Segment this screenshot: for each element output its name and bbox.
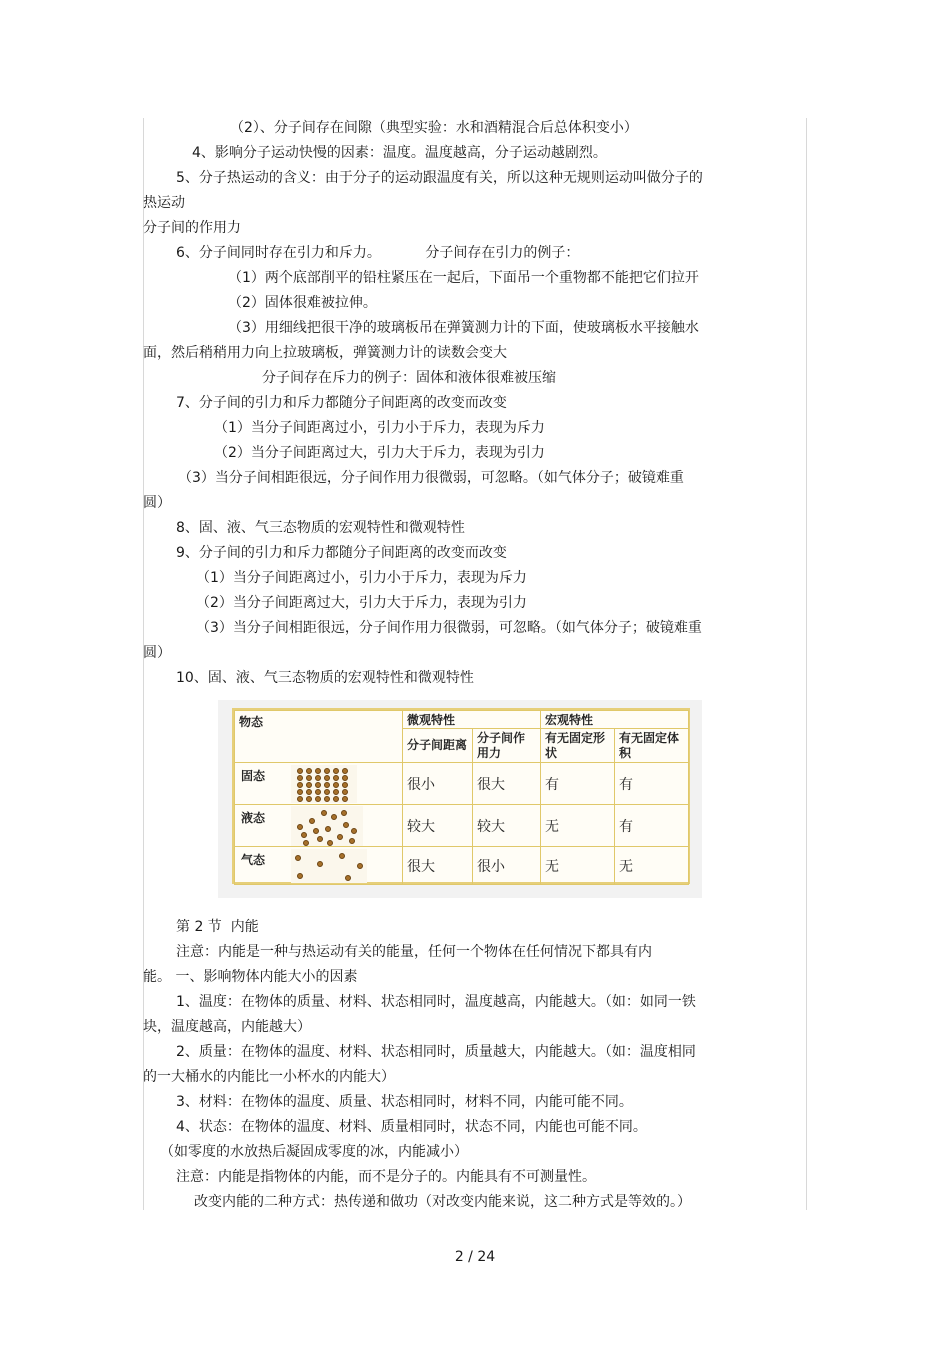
molecule-dot (297, 775, 303, 781)
solid-molecules-illustration (291, 765, 357, 803)
text-line: （2）、分子间存在间隙（典型实验：水和酒精混合后总体积变小） (230, 120, 638, 136)
molecule-dot (315, 768, 321, 774)
table-row (235, 847, 689, 885)
state-label: 气态 (241, 853, 266, 867)
subheader-distance: 分子间距离 (403, 729, 473, 763)
molecule-dot (306, 768, 312, 774)
text-line: 面，然后稍稍用力向上拉玻璃板，弹簧测力计的读数会变大 (143, 345, 507, 361)
text-line: （3）用细线把很干净的玻璃板吊在弹簧测力计的下面，使玻璃板水平接触水 (228, 320, 699, 336)
molecule-dot (315, 796, 321, 802)
molecule-dot (324, 775, 330, 781)
molecule-dot (309, 818, 315, 824)
molecule-dot (297, 768, 303, 774)
molecule-dot (315, 775, 321, 781)
text-line: （1）两个底部削平的铅柱紧压在一起后，下面吊一个重物都不能把它们拉开 (228, 270, 699, 286)
text-line: （2）当分子间距离过大，引力大于斥力，表现为引力 (214, 445, 545, 461)
text-line: （2）当分子间距离过大，引力大于斥力，表现为引力 (196, 595, 527, 611)
molecule-dot (345, 875, 351, 881)
section-title: 第 2 节 内能 (176, 919, 259, 935)
molecule-dot (327, 840, 333, 846)
table-cell: 很大 (473, 763, 541, 805)
molecule-dot (337, 834, 343, 840)
molecule-dot (306, 782, 312, 788)
molecule-dot (297, 824, 303, 830)
molecule-dot (333, 796, 339, 802)
molecule-dot (339, 853, 345, 859)
text-line: 4、影响分子运动快慢的因素：温度。温度越高，分子运动越剧烈。 (192, 145, 607, 161)
molecule-dot (333, 789, 339, 795)
table-cell: 有 (541, 763, 615, 805)
text-line: 6、分子间同时存在引力和斥力。 分子间存在引力的例子： (176, 245, 580, 261)
text-line: 3、材料：在物体的温度、质量、状态相同时，材料不同，内能可能不同。 (176, 1094, 633, 1110)
liquid-molecules-illustration (291, 806, 363, 846)
left-margin-line (143, 118, 144, 1210)
molecule-dot (303, 840, 309, 846)
table-cell: 无 (541, 805, 615, 847)
table-cell: 有 (615, 805, 689, 847)
text-line: 8、固、液、气三态物质的宏观特性和微观特性 (176, 520, 465, 536)
molecule-dot (317, 861, 323, 867)
text-line: 块，温度越高，内能越大） (143, 1019, 311, 1035)
molecule-dot (342, 782, 348, 788)
table-cell: 较大 (403, 805, 473, 847)
molecule-dot (357, 863, 363, 869)
text-line: 1、温度：在物体的质量、材料、状态相同时，温度越高，内能越大。（如：如同一铁 (176, 994, 696, 1010)
molecule-dot (324, 782, 330, 788)
page-number: 2 / 24 (454, 1249, 496, 1265)
text-line: 改变内能的二种方式：热传递和做功（对改变内能来说，这二种方式是等效的。） (194, 1194, 691, 1210)
text-line: （1）当分子间距离过小，引力小于斥力，表现为斥力 (196, 570, 527, 586)
molecule-dot (324, 768, 330, 774)
state-cell-liquid (235, 805, 403, 847)
molecule-dot (324, 796, 330, 802)
molecule-dot (324, 789, 330, 795)
text-line: （如零度的水放热后凝固成零度的冰，内能减小） (160, 1144, 468, 1160)
header-micro: 微观特性 (403, 711, 541, 729)
molecule-dot (315, 789, 321, 795)
molecule-dot (333, 782, 339, 788)
subheader-shape: 有无固定形状 (541, 729, 615, 763)
text-line: 圆） (143, 645, 171, 661)
molecule-dot (342, 796, 348, 802)
table-row (235, 763, 689, 805)
text-line: 7、分子间的引力和斥力都随分子间距离的改变而改变 (176, 395, 507, 411)
table-cell: 无 (541, 847, 615, 885)
state-cell-gas (235, 847, 403, 885)
table-cell: 很大 (403, 847, 473, 885)
gas-molecules-illustration (291, 849, 367, 883)
state-label: 固态 (241, 769, 266, 783)
text-line: 的一大桶水的内能比一小杯水的内能大） (143, 1069, 395, 1085)
subheader-volume: 有无固定体积 (615, 729, 689, 763)
text-line: （1）当分子间距离过小，引力小于斥力，表现为斥力 (214, 420, 545, 436)
molecule-dot (321, 810, 327, 816)
molecule-dot (333, 768, 339, 774)
molecule-dot (297, 782, 303, 788)
molecule-dot (297, 873, 303, 879)
table-cell: 很小 (473, 847, 541, 885)
molecule-dot (295, 855, 301, 861)
text-line: 5、分子热运动的含义：由于分子的运动跟温度有关，所以这种无规则运动叫做分子的 (176, 170, 703, 186)
text-line: 注意：内能是指物体的内能，而不是分子的。内能具有不可测量性。 (176, 1169, 596, 1185)
molecule-dot (317, 836, 323, 842)
molecule-dot (349, 838, 355, 844)
molecule-dot (333, 775, 339, 781)
molecule-dot (342, 775, 348, 781)
text-line: 9、分子间的引力和斥力都随分子间距离的改变而改变 (176, 545, 507, 561)
molecule-dot (315, 782, 321, 788)
molecule-dot (297, 789, 303, 795)
text-line: 分子间存在斥力的例子：固体和液体很难被压缩 (262, 370, 556, 386)
table-cell: 无 (615, 847, 689, 885)
table-cell: 很小 (403, 763, 473, 805)
molecule-dot (306, 775, 312, 781)
text-line: 圆） (143, 495, 171, 511)
molecule-dot (306, 796, 312, 802)
section-heading: 分子间的作用力 (143, 220, 241, 236)
text-line: 10、固、液、气三态物质的宏观特性和微观特性 (176, 670, 474, 686)
text-line: （3）当分子间相距很远，分子间作用力很微弱，可忽略。（如气体分子；破镜难重 (196, 620, 702, 636)
molecule-dot (325, 826, 331, 832)
molecule-dot (351, 828, 357, 834)
table-cell: 较大 (473, 805, 541, 847)
text-line: 2、质量：在物体的温度、材料、状态相同时，质量越大，内能越大。（如：温度相同 (176, 1044, 696, 1060)
table-row (235, 805, 689, 847)
text-line: （3）当分子间相距很远，分子间作用力很微弱，可忽略。（如气体分子；破镜难重 (178, 470, 684, 486)
state-cell-solid (235, 763, 403, 805)
molecule-dot (341, 810, 347, 816)
text-line: 注意：内能是一种与热运动有关的能量，任何一个物体在任何情况下都具有内 (176, 944, 652, 960)
molecule-dot (301, 832, 307, 838)
molecule-dot (331, 814, 337, 820)
molecule-dot (297, 796, 303, 802)
states-of-matter-figure (218, 700, 702, 898)
molecule-dot (342, 768, 348, 774)
text-line: 热运动 (143, 195, 185, 211)
header-state: 物态 (235, 711, 403, 763)
molecule-dot (313, 828, 319, 834)
states-of-matter-table (234, 710, 689, 885)
molecule-dot (342, 789, 348, 795)
states-table-frame (232, 708, 690, 884)
molecule-dot (343, 822, 349, 828)
text-line: 4、状态：在物体的温度、材料、质量相同时，状态不同，内能也可能不同。 (176, 1119, 647, 1135)
header-macro: 宏观特性 (541, 711, 689, 729)
text-line: （2）固体很难被拉伸。 (228, 295, 377, 311)
table-cell: 有 (615, 763, 689, 805)
molecule-dot (306, 789, 312, 795)
subheader-force: 分子间作用力 (473, 729, 541, 763)
right-margin-line (806, 118, 807, 1210)
state-label: 液态 (241, 811, 266, 825)
text-line: 能。 一、影响物体内能大小的因素 (143, 969, 358, 985)
